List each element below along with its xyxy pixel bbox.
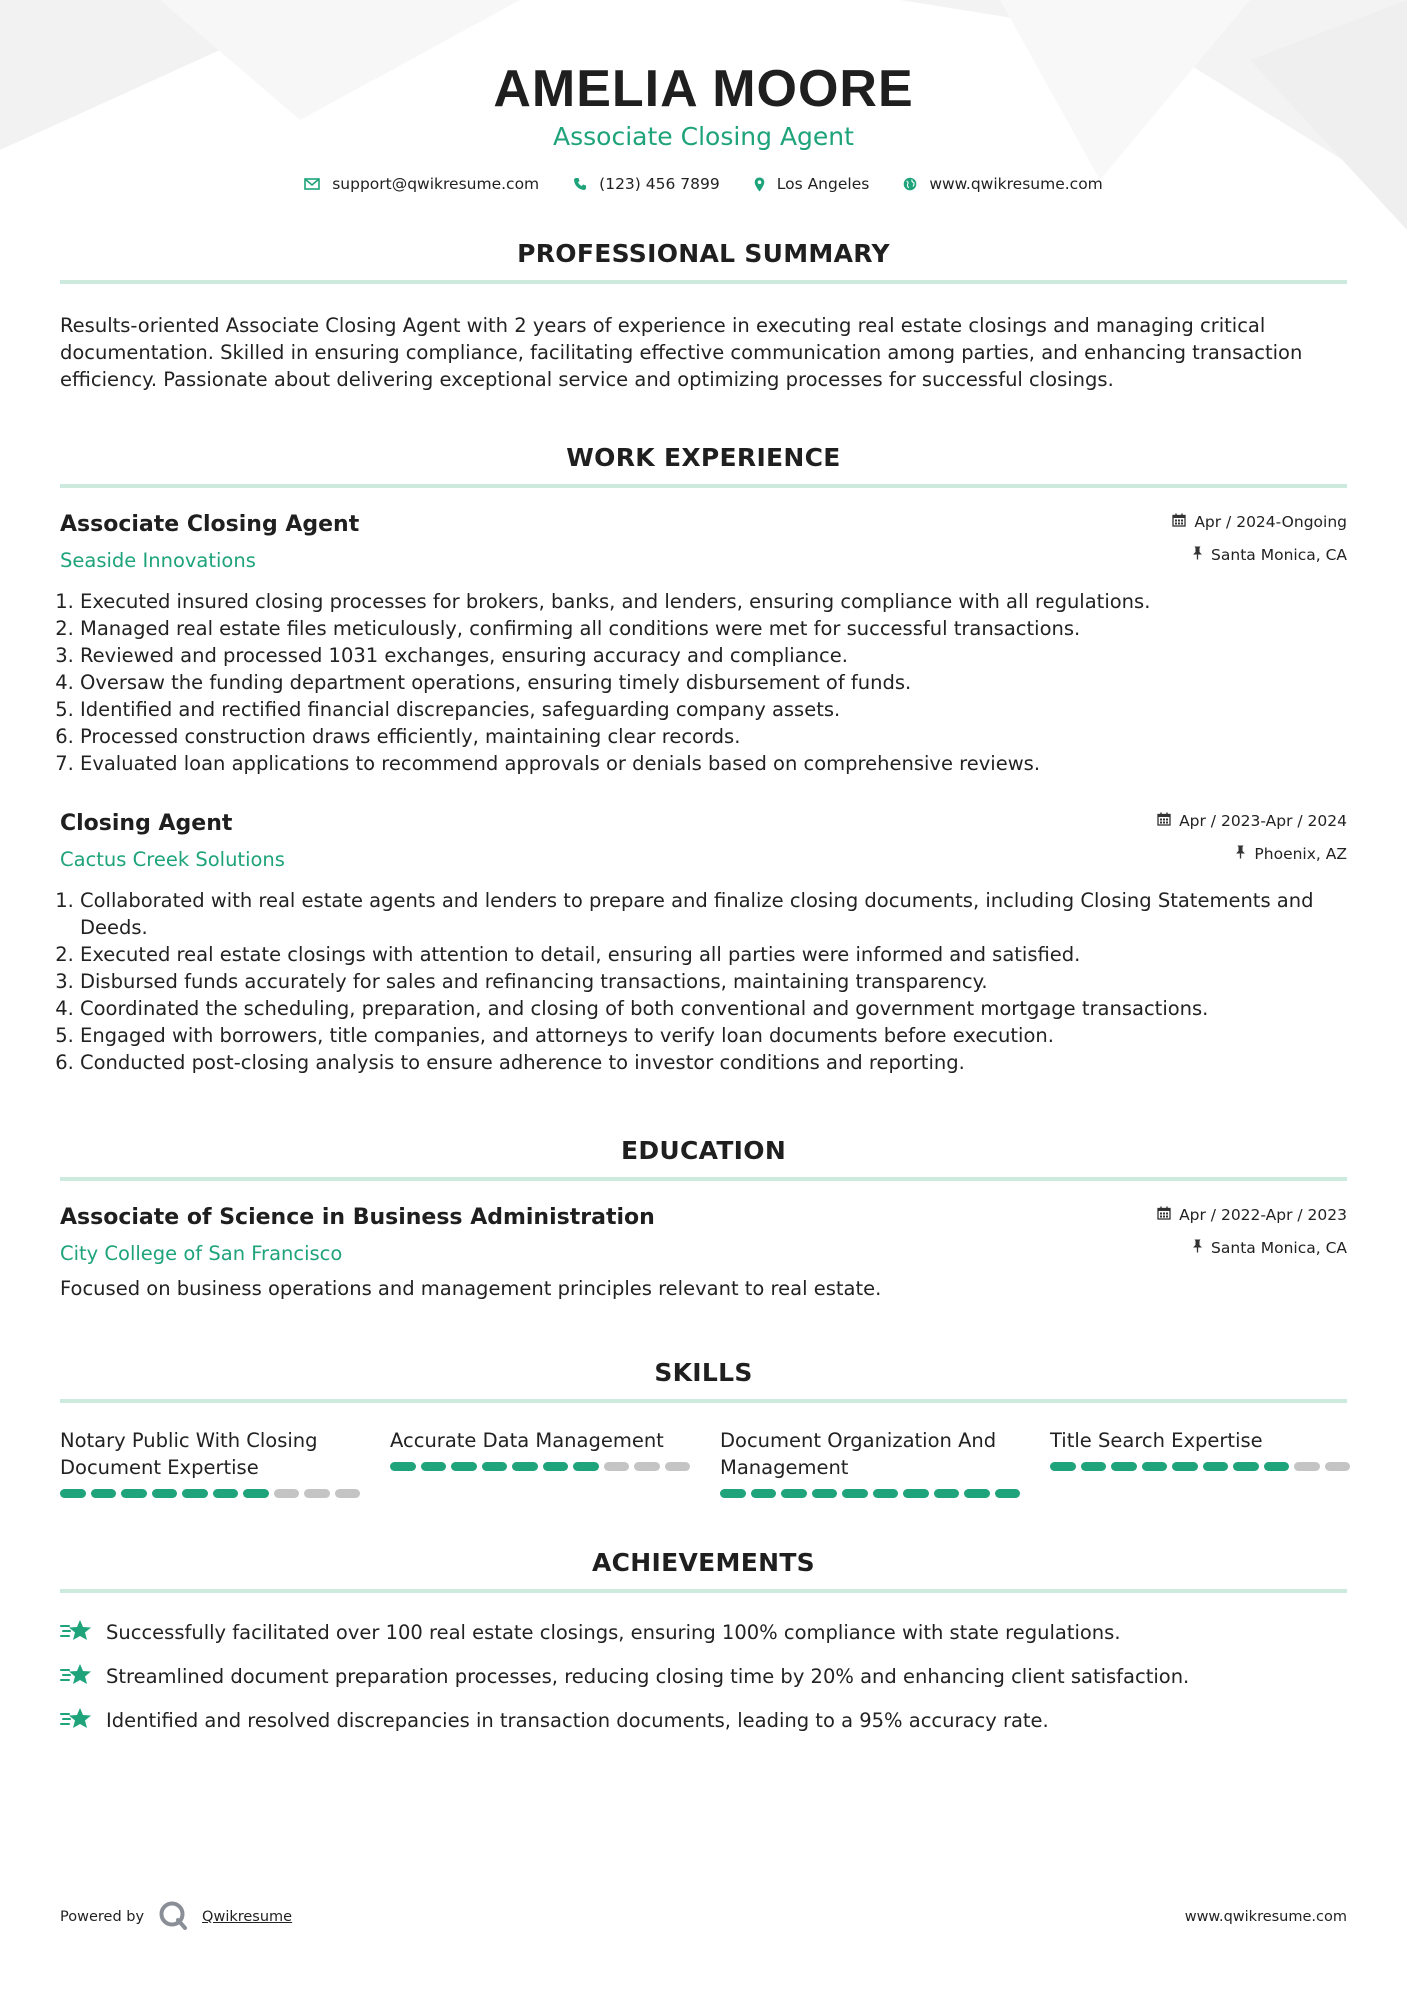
job-entry <box>60 811 1347 1076</box>
summary-text: Results-oriented Associate Closing Agent with 2 years of experience in executing real estate closings and managing critical documentation. Skilled in ensuring compliance, facilitating effective communication among parties, and enhancing transaction efficiency. Passionate about delivering exceptional service and optimizing processes for successful closings. <box>60 314 1303 391</box>
job-duties <box>60 588 1347 777</box>
job-location: Phoenix, AZ <box>1254 845 1347 863</box>
skill-level-segment <box>121 1489 147 1498</box>
brand-link[interactable]: Qwikresume <box>202 1909 293 1925</box>
job-duties <box>60 887 1347 1076</box>
skill-level-segment <box>421 1462 447 1471</box>
duty-item: 4. Oversaw the funding department operations, ensuring timely disbursement of funds. <box>80 669 1347 696</box>
skill-level-segment <box>243 1489 269 1498</box>
skill-level-segment <box>1142 1462 1168 1471</box>
pushpin-icon <box>1192 546 1203 564</box>
experience-heading: WORK EXPERIENCE <box>60 443 1347 488</box>
summary-heading: PROFESSIONAL SUMMARY <box>60 239 1347 284</box>
skill-level-segment <box>1294 1462 1320 1471</box>
skill-level-segment <box>720 1489 746 1498</box>
skill-level-segment <box>1233 1462 1259 1471</box>
education-dates: Apr / 2022-Apr / 2023 <box>1179 1206 1347 1224</box>
calendar-icon <box>1172 513 1186 531</box>
duty-item: 3. Reviewed and processed 1031 exchanges, ensuring accuracy and compliance. <box>80 642 1347 669</box>
achievements-heading: ACHIEVEMENTS <box>60 1548 1347 1593</box>
achievements-list <box>60 1619 1347 1734</box>
calendar-icon <box>1157 1206 1171 1224</box>
website-text: www.qwikresume.com <box>929 175 1103 193</box>
achievements-section <box>60 1548 1347 1734</box>
envelope-icon <box>304 178 320 190</box>
skill-level-segment <box>634 1462 660 1471</box>
job-location: Santa Monica, CA <box>1211 546 1347 564</box>
globe-icon <box>903 177 917 191</box>
skill-level-segment <box>781 1489 807 1498</box>
education-section <box>60 1136 1347 1300</box>
skill-level-segment <box>1203 1462 1229 1471</box>
skill-level-segment <box>182 1489 208 1498</box>
skill-level-bar <box>720 1489 1020 1498</box>
skill-level-segment <box>1081 1462 1107 1471</box>
skill-level-segment <box>60 1489 86 1498</box>
contact-email[interactable] <box>304 175 539 193</box>
experience-section <box>60 443 1347 1076</box>
location-text: Los Angeles <box>776 175 870 193</box>
candidate-role: Associate Closing Agent <box>553 122 854 151</box>
skill-level-segment <box>512 1462 538 1471</box>
duty-item: 7. Evaluated loan applications to recommend approvals or denials based on comprehensive reviews. <box>80 750 1347 777</box>
phone-text: (123) 456 7899 <box>599 175 720 193</box>
education-location: Santa Monica, CA <box>1211 1239 1347 1257</box>
skill-level-segment <box>335 1489 361 1498</box>
duty-item: 2. Executed real estate closings with attention to detail, ensuring all parties were informed and satisfied. <box>80 941 1347 968</box>
skill-level-segment <box>482 1462 508 1471</box>
skill-level-segment <box>812 1489 838 1498</box>
duty-item: 1. Executed insured closing processes for brokers, banks, and lenders, ensuring compliance with all regulations. <box>80 588 1347 615</box>
education-entry <box>60 1205 1347 1300</box>
skill-level-segment <box>274 1489 300 1498</box>
skill-level-segment <box>1325 1462 1351 1471</box>
skill-item <box>390 1427 690 1498</box>
duty-item: 5. Identified and rectified financial discrepancies, safeguarding company assets. <box>80 696 1347 723</box>
star-icon <box>60 1618 92 1647</box>
duty-item: 5. Engaged with borrowers, title companies, and attorneys to verify loan documents before execution. <box>80 1022 1347 1049</box>
page-footer <box>60 1900 1347 1934</box>
job-dates: Apr / 2023-Apr / 2024 <box>1179 812 1347 830</box>
achievement-item <box>60 1663 1347 1690</box>
summary-section <box>60 239 1347 393</box>
duty-item: 1. Collaborated with real estate agents and lenders to prepare and finalize closing documents, including Closing Statements and Deeds. <box>80 887 1347 941</box>
skill-level-segment <box>842 1489 868 1498</box>
pushpin-icon <box>1235 845 1246 863</box>
skill-level-segment <box>451 1462 477 1471</box>
skill-level-bar <box>1050 1462 1350 1471</box>
skill-level-segment <box>873 1489 899 1498</box>
calendar-icon <box>1157 812 1171 830</box>
skill-level-segment <box>604 1462 630 1471</box>
achievement-item <box>60 1619 1347 1646</box>
skills-heading: SKILLS <box>60 1358 1347 1403</box>
skill-level-segment <box>995 1489 1021 1498</box>
skill-level-segment <box>1111 1462 1137 1471</box>
contact-phone[interactable] <box>573 175 720 193</box>
achievement-text: Successfully facilitated over 100 real estate closings, ensuring 100% compliance with state regulations. <box>106 1621 1121 1644</box>
contact-location <box>754 175 870 193</box>
skill-level-segment <box>1172 1462 1198 1471</box>
skill-level-segment <box>903 1489 929 1498</box>
skill-name: Notary Public With Closing Document Expertise <box>60 1429 318 1479</box>
star-icon <box>60 1662 92 1691</box>
achievement-text: Streamlined document preparation processes, reducing closing time by 20% and enhancing client satisfaction. <box>106 1665 1190 1688</box>
company-name: Seaside Innovations <box>60 549 256 572</box>
skill-name: Title Search Expertise <box>1050 1429 1263 1452</box>
footer-url[interactable]: www.qwikresume.com <box>1184 1909 1347 1925</box>
skill-level-segment <box>91 1489 117 1498</box>
pushpin-icon <box>1192 1239 1203 1257</box>
skill-item <box>60 1427 360 1498</box>
skill-level-segment <box>573 1462 599 1471</box>
skill-level-segment <box>390 1462 416 1471</box>
job-title: Closing Agent <box>60 811 233 836</box>
contact-website[interactable] <box>903 175 1102 193</box>
map-pin-icon <box>754 177 765 192</box>
duty-item: 2. Managed real estate files meticulously, confirming all conditions were met for successful transactions. <box>80 615 1347 642</box>
star-icon <box>60 1706 92 1735</box>
candidate-name: AMELIA MOORE <box>493 60 914 118</box>
skill-level-segment <box>1050 1462 1076 1471</box>
job-title: Associate Closing Agent <box>60 512 360 537</box>
skill-level-segment <box>934 1489 960 1498</box>
skill-name: Accurate Data Management <box>390 1429 664 1452</box>
skill-level-segment <box>152 1489 178 1498</box>
company-name: Cactus Creek Solutions <box>60 848 285 871</box>
skill-level-segment <box>1264 1462 1290 1471</box>
skill-level-segment <box>213 1489 239 1498</box>
skill-level-bar <box>390 1462 690 1471</box>
qwikresume-logo <box>158 1900 188 1934</box>
job-entry <box>60 512 1347 777</box>
school-name: City College of San Francisco <box>60 1242 343 1265</box>
duty-item: 6. Conducted post-closing analysis to ensure adherence to investor conditions and reporting. <box>80 1049 1347 1076</box>
job-dates: Apr / 2024-Ongoing <box>1194 513 1347 531</box>
powered-by <box>60 1900 292 1934</box>
duty-item: 3. Disbursed funds accurately for sales and refinancing transactions, maintaining transparency. <box>80 968 1347 995</box>
skill-level-segment <box>751 1489 777 1498</box>
achievement-item <box>60 1707 1347 1734</box>
skill-level-segment <box>543 1462 569 1471</box>
skill-item <box>1050 1427 1350 1498</box>
contact-bar <box>60 175 1347 193</box>
powered-label: Powered by <box>60 1909 145 1925</box>
skill-name: Document Organization And Management <box>720 1429 997 1479</box>
skill-item <box>720 1427 1020 1498</box>
education-description: Focused on business operations and management principles relevant to real estate. <box>60 1277 882 1300</box>
education-heading: EDUCATION <box>60 1136 1347 1181</box>
skill-level-segment <box>964 1489 990 1498</box>
duty-item: 6. Processed construction draws efficiently, maintaining clear records. <box>80 723 1347 750</box>
duty-item: 4. Coordinated the scheduling, preparation, and closing of both conventional and government mortgage transactions. <box>80 995 1347 1022</box>
email-text: support@qwikresume.com <box>332 175 540 193</box>
degree-title: Associate of Science in Business Administration <box>60 1205 655 1230</box>
phone-icon <box>573 177 587 191</box>
skill-level-segment <box>665 1462 691 1471</box>
skill-level-segment <box>304 1489 330 1498</box>
skills-grid <box>60 1427 1347 1498</box>
skills-section <box>60 1358 1347 1498</box>
skill-level-bar <box>60 1489 360 1498</box>
resume-header <box>60 0 1347 193</box>
achievement-text: Identified and resolved discrepancies in transaction documents, leading to a 95% accuracy rate. <box>106 1709 1049 1732</box>
